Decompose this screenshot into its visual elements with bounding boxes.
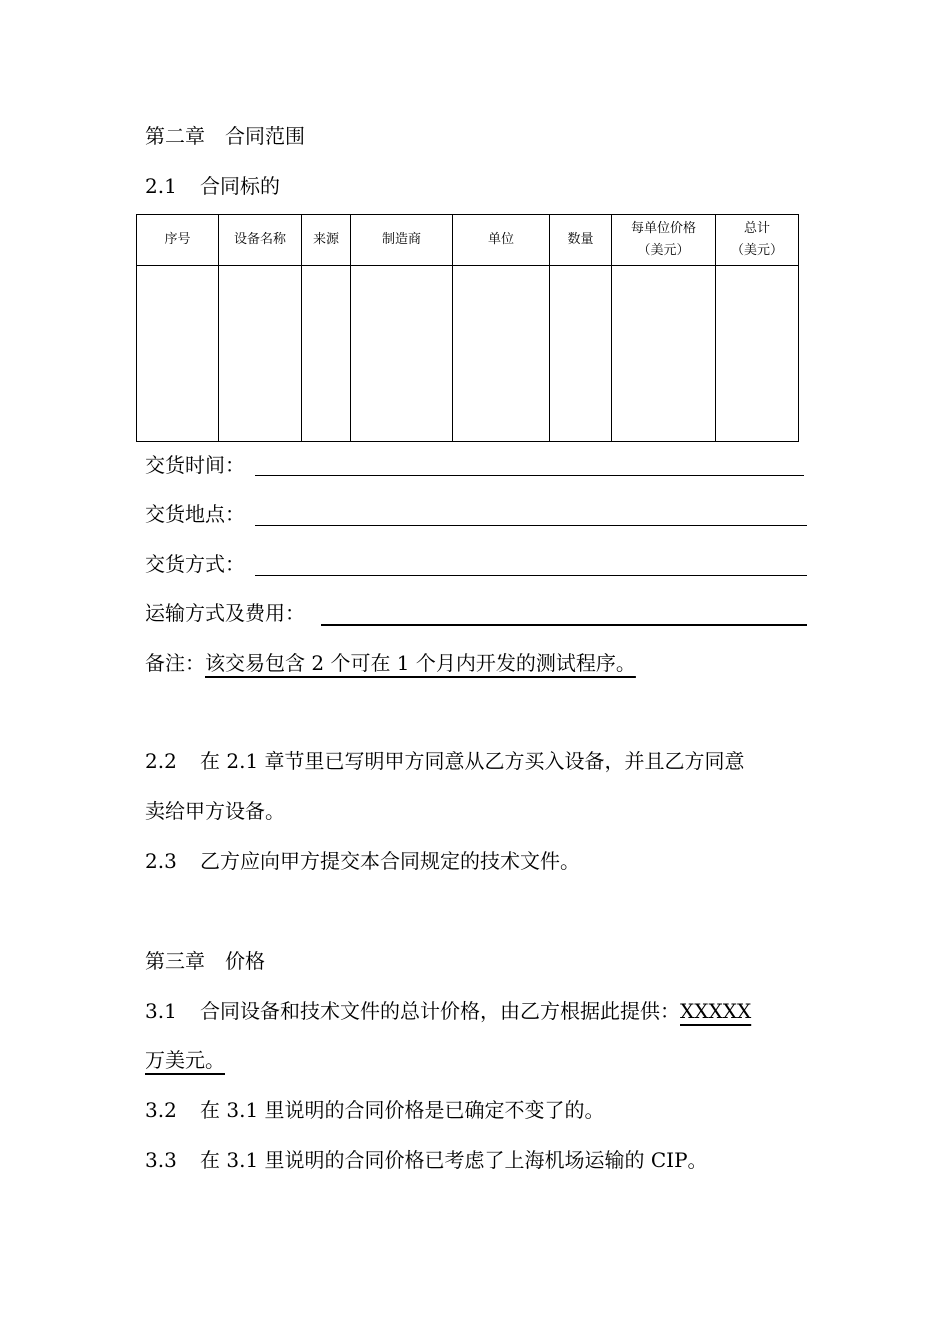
section-2-1 xyxy=(145,172,280,200)
section-text: 在 3.1 里说明的合同价格已考虑了上海机场运输的 CIP。 xyxy=(200,1148,708,1172)
section-text: 乙方应向甲方提交本合同规定的技术文件。 xyxy=(200,849,580,873)
delivery-method-label: 交货方式： xyxy=(145,552,245,576)
section-number: 2.1 xyxy=(145,174,177,198)
header-serial: 序号 xyxy=(137,215,219,266)
section-3-1-cont xyxy=(145,1046,225,1074)
section-text: 在 2.1 章节里已写明甲方同意从乙方买入设备，并且乙方同意 xyxy=(200,749,745,773)
section-number: 3.3 xyxy=(145,1148,177,1172)
header-total: 总计 （美元） xyxy=(716,215,799,266)
header-unit: 单位 xyxy=(453,215,550,266)
section-2-3 xyxy=(145,847,580,875)
header-equipment-name: 设备名称 xyxy=(219,215,302,266)
section-number: 2.2 xyxy=(145,749,177,773)
section-text: 合同设备和技术文件的总计价格，由乙方根据此提供： xyxy=(200,999,680,1023)
header-unit-price: 每单位价格 （美元） xyxy=(612,215,716,266)
delivery-time-label: 交货时间： xyxy=(145,453,245,477)
transport-blank[interactable] xyxy=(321,624,807,626)
transport-label: 运输方式及费用： xyxy=(145,601,305,625)
chapter-3-title: 第三章 价格 xyxy=(145,949,265,973)
header-manufacturer: 制造商 xyxy=(351,215,453,266)
section-3-1 xyxy=(145,997,751,1025)
delivery-method-blank[interactable] xyxy=(255,575,807,576)
contract-items-table xyxy=(136,214,799,442)
section-2-2 xyxy=(145,747,745,775)
header-quantity: 数量 xyxy=(550,215,612,266)
remark xyxy=(145,649,636,677)
chapter-2-title: 第二章 合同范围 xyxy=(145,124,305,148)
table-cell[interactable] xyxy=(550,266,612,442)
table-cell[interactable] xyxy=(612,266,716,442)
section-text: 在 3.1 里说明的合同价格是已确定不变了的。 xyxy=(200,1098,605,1122)
price-amount: XXXXX xyxy=(680,999,752,1023)
remark-label: 备注： xyxy=(145,651,205,675)
table-cell[interactable] xyxy=(351,266,453,442)
delivery-place-blank[interactable] xyxy=(255,525,807,526)
section-number: 3.2 xyxy=(145,1098,177,1122)
price-unit: 万美元。 xyxy=(145,1048,225,1072)
remark-text: 该交易包含 2 个可在 1 个月内开发的测试程序。 xyxy=(205,651,636,675)
table-cell[interactable] xyxy=(219,266,302,442)
section-2-2-cont: 卖给甲方设备。 xyxy=(145,799,285,823)
table-cell[interactable] xyxy=(137,266,219,442)
delivery-place-label: 交货地点： xyxy=(145,502,245,526)
section-text: 合同标的 xyxy=(200,174,280,198)
table-cell[interactable] xyxy=(716,266,799,442)
section-number: 3.1 xyxy=(145,999,177,1023)
delivery-time-blank[interactable] xyxy=(255,475,804,476)
table-header-row xyxy=(137,215,799,266)
section-3-2 xyxy=(145,1096,605,1124)
table-row xyxy=(137,266,799,442)
table-cell[interactable] xyxy=(302,266,351,442)
section-number: 2.3 xyxy=(145,849,177,873)
table-cell[interactable] xyxy=(453,266,550,442)
header-origin: 来源 xyxy=(302,215,351,266)
section-3-3 xyxy=(145,1146,708,1174)
